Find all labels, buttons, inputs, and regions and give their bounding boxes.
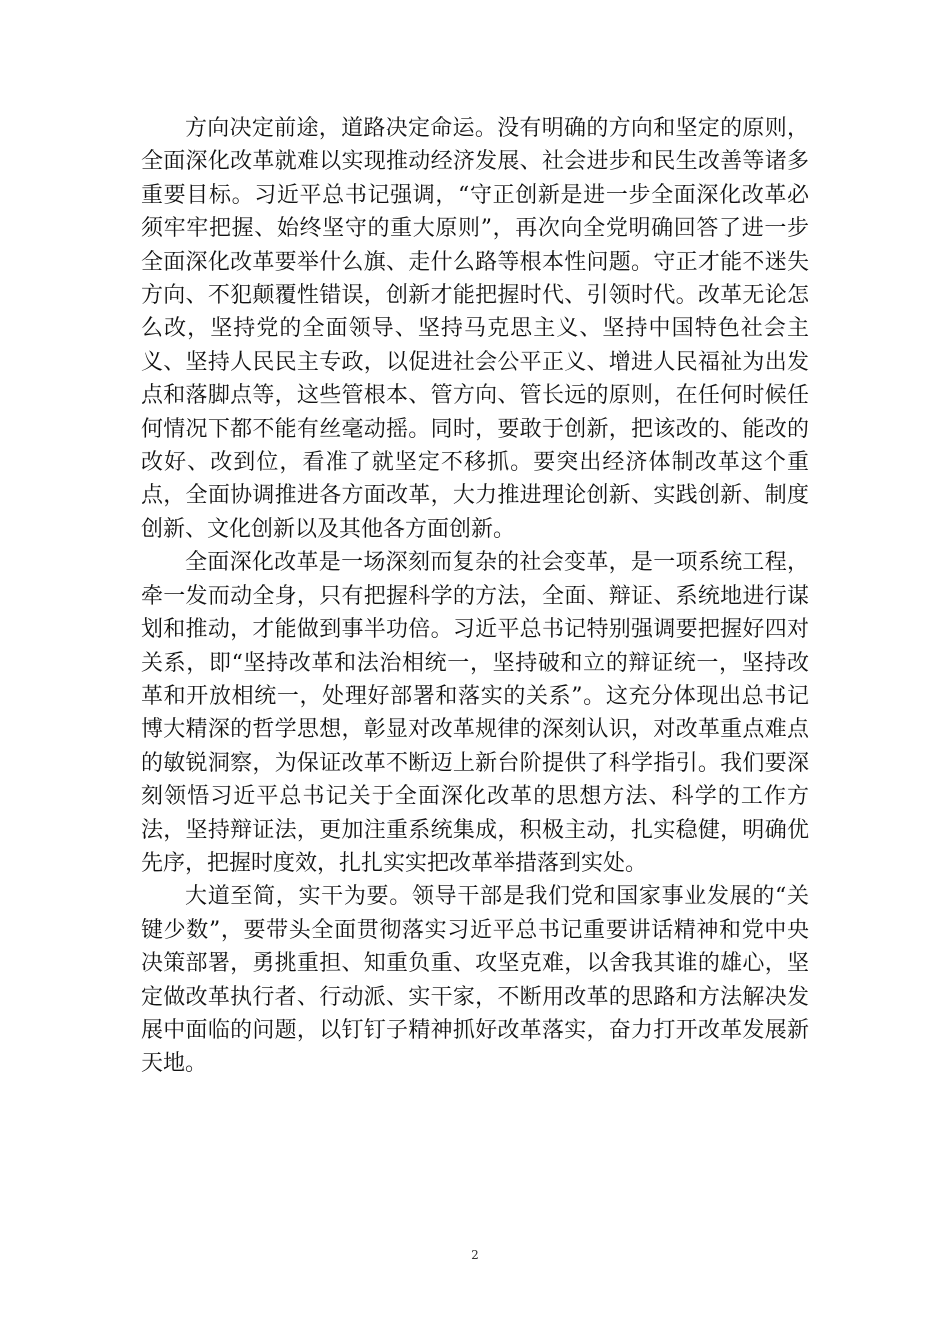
document-body [141, 112, 809, 1081]
paragraph-action: 大道至简，实干为要。领导干部是我们党和国家事业发展的“关键少数”，要带头全面贯彻落实习近平总书记重要讲话精神和党中央决策部署，勇挑重担、知重负重、攻坚克难，以舍我其谁的雄心，坚定做改革执行者、行动派、实干家，不断用改革的思路和方法解决发展中面临的问题，以钉钉子精神抓好改革落实，奋力打开改革发展新天地。 [141, 884, 809, 1077]
page-number: 2 [471, 1248, 479, 1262]
paragraph-direction: 方向决定前途，道路决定命运。没有明确的方向和坚定的原则，全面深化改革就难以实现推动经济发展、社会进步和民生改善等诸多重要目标。习近平总书记强调，“守正创新是进一步全面深化改革必须牢牢把握、始终坚守的重大原则”，再次向全党明确回答了进一步全面深化改革要举什么旗、走什么路等根本性问题。守正才能不迷失方向、不犯颠覆性错误，创新才能把握时代、引领时代。改革无论怎么改，坚持党的全面领导、坚持马克思主义、坚持中国特色社会主义、坚持人民民主专政，以促进社会公平正义、增进人民福祉为出发点和落脚点等，这些管根本、管方向、管长远的原则，在任何时候任何情况下都不能有丝毫动摇。同时，要敢于创新，把该改的、能改的改好、改到位，看准了就坚定不移抓。要突出经济体制改革这个重点，全面协调推进各方面改革，大力推进理论创新、实践创新、制度创新、文化创新以及其他各方面创新。 [141, 116, 809, 542]
paragraph-method: 全面深化改革是一场深刻而复杂的社会变革，是一项系统工程，牵一发而动全身，只有把握科学的方法，全面、辩证、系统地进行谋划和推动，才能做到事半功倍。习近平总书记特别强调要把握好四对关系，即“坚持改革和法治相统一，坚持破和立的辩证统一，坚持改革和开放相统一，处理好部署和落实的关系”。这充分体现出总书记博大精深的哲学思想，彰显对改革规律的深刻认识，对改革重点难点的敏锐洞察，为保证改革不断迈上新台阶提供了科学指引。我们要深刻领悟习近平总书记关于全面深化改革的思想方法、科学的工作方法，坚持辩证法，更加注重系统集成，积极主动，扎实稳健，明确优先序，把握时度效，扎扎实实把改革举措落到实处。 [141, 550, 809, 876]
